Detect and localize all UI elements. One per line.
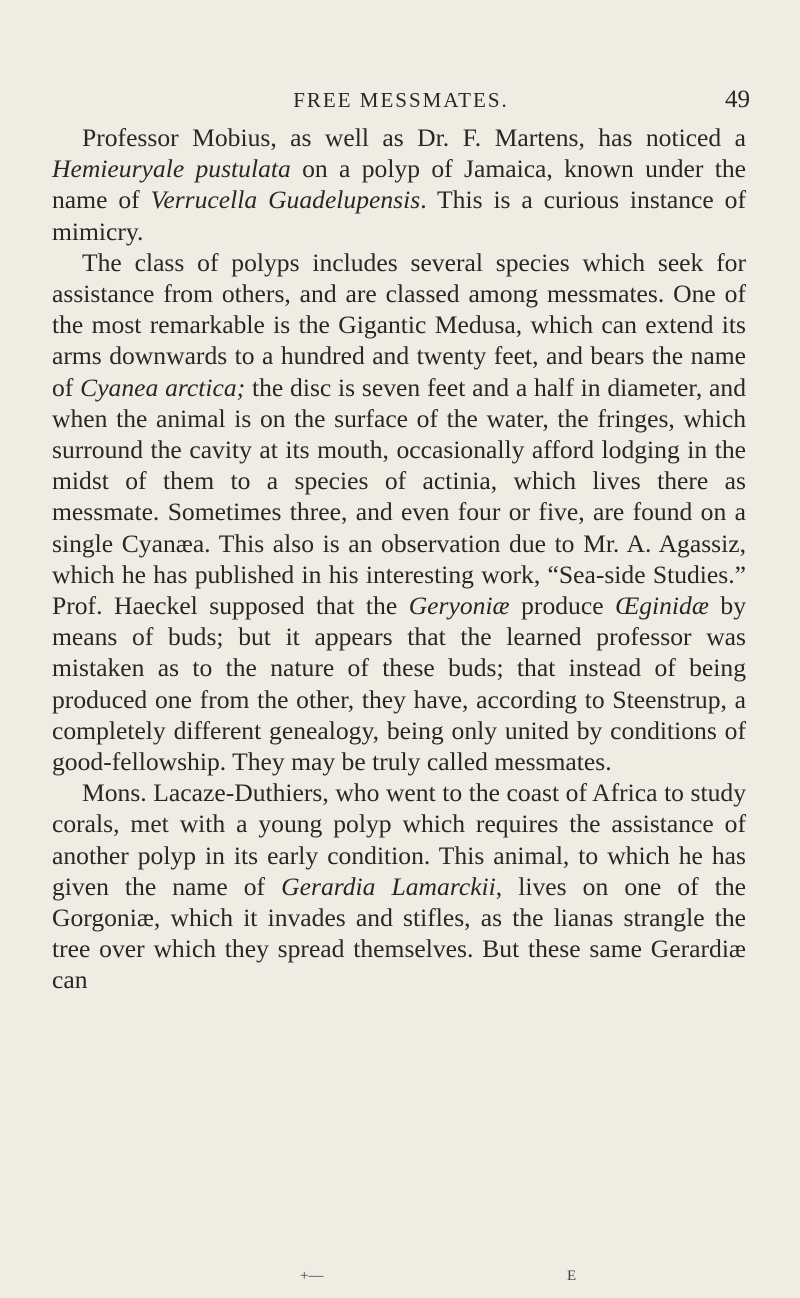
paragraph (52, 777, 746, 995)
signature-mark: +— (300, 1268, 324, 1284)
text-run: , lives on one of the Gorgoniæ, which it invades and stifles, as the lianas strangle the tree over which they spread themselves. But these same Gerardiæ can (52, 871, 746, 995)
text-run: by means of buds; but it appears that the learned professor was mistaken as to the nature of these buds; that instead of being produced one from the other, they have, according to Steenstrup, a completely different genealogy, being only united by conditions of good-fellowship. They may be truly called messmates. (52, 591, 746, 777)
italic-text: Verrucella Guadelupensis (150, 185, 421, 215)
page-number: 49 (725, 86, 750, 113)
text-run: the disc is seven feet and a half in diameter, and when the animal is on the surface of the water, the fringes, which surround the cavity at its mouth, occasionally afford lodging in the midst of them to a species of actinia, which lives there as messmate. Sometimes three, and even four or five, are found on a single Cyanæa. This also is an observation due to Mr. A. Agassiz, which he has published in his interesting work, “Sea-side Studies.” Prof. Haeckel supposed that the (52, 372, 746, 621)
text-run: on a polyp of Jamaica, known under the name of (52, 154, 746, 215)
text-run: The class of polyps includes several species which seek for assistance from others, and are classed among messmates. One of the most remarkable is the Gigantic Medusa, which can extend its arms downwards to a hundred and twenty feet, and bears the name of (52, 247, 746, 402)
text-run: Professor Mobius, as well as Dr. F. Martens, has noticed a (82, 123, 746, 152)
italic-text: Œginidæ (615, 591, 709, 621)
text-run: produce (509, 591, 616, 621)
paragraph (52, 247, 746, 777)
body-text (52, 122, 746, 996)
text-run: Mons. Lacaze-Duthiers, who went to the coast of Africa to study corals, met with a young polyp which requires the assistance of another polyp in its early condition. This animal, to which he has given the name of (52, 778, 746, 901)
italic-text: Cyanea arctica; (80, 372, 246, 402)
signature-letter: E (567, 1268, 577, 1284)
paragraph (52, 122, 746, 247)
italic-text: Geryoniæ (408, 591, 510, 621)
italic-text: Hemieuryale pustulata (52, 154, 291, 184)
text-run: . This is a curious instance of mimicry. (52, 185, 747, 246)
italic-text: Gerardia Lamarckii (281, 871, 496, 901)
running-title: FREE MESSMATES. (293, 88, 509, 112)
running-head (52, 88, 750, 118)
